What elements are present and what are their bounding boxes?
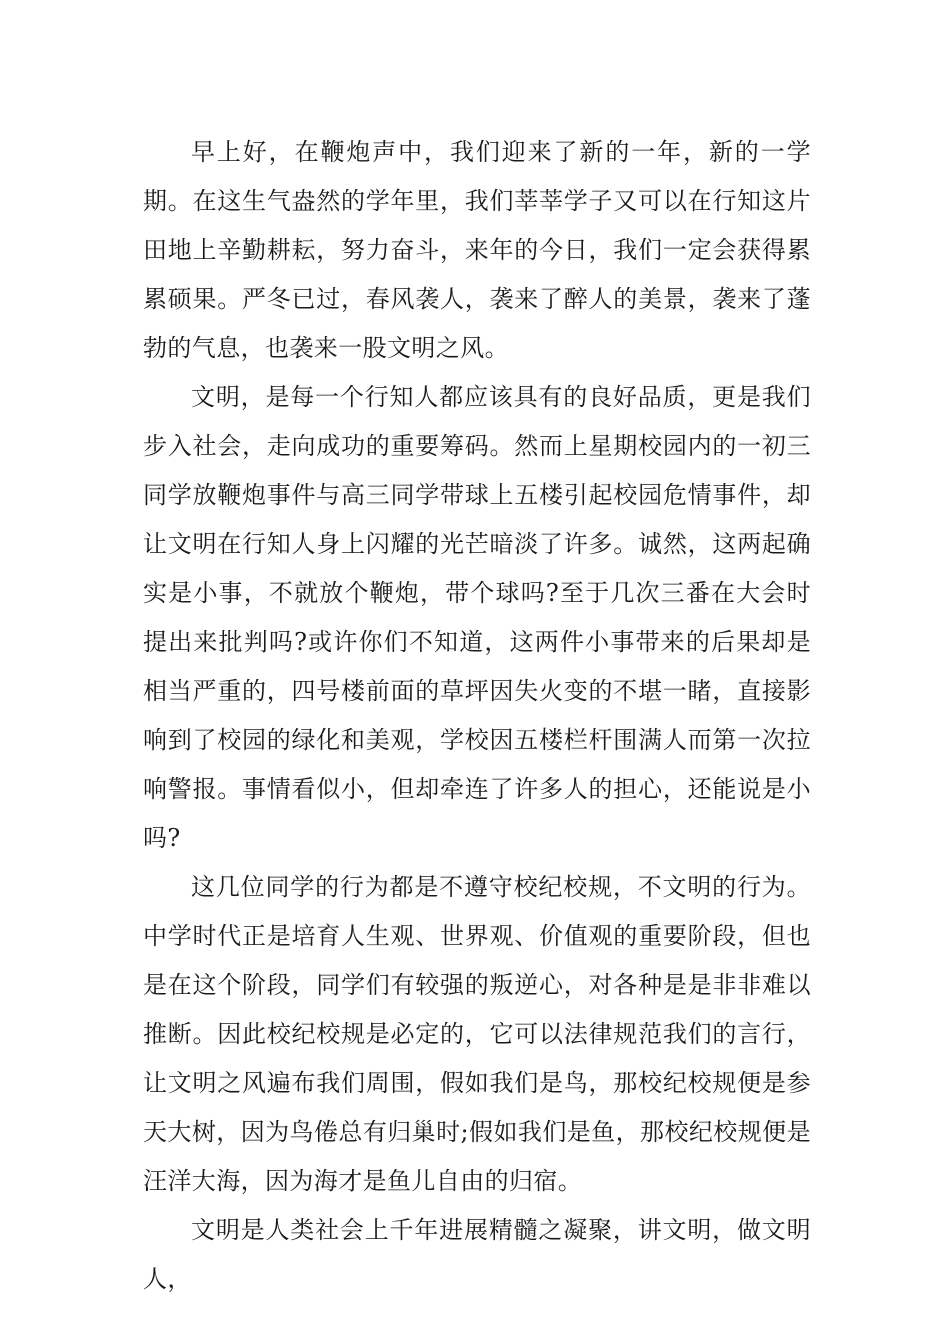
paragraph-civilization-essence: 文明是人类社会上千年进展精髓之凝聚，讲文明，做文明人，	[143, 1216, 811, 1293]
document-body	[143, 128, 811, 1304]
paragraph-civility-incidents: 文明，是每一个行知人都应该具有的良好品质，更是我们步入社会，走向成功的重要筹码。然而上星期校园内的一初三同学放鞭炮事件与高三同学带球上五楼引起校园危情事件，却让文明在行知人身上闪耀的光芒暗淡了许多。诚然，这两起确实是小事，不就放个鞭炮，带个球吗?至于几次三番在大会时提出来批判吗?或许你们不知道，这两件小事带来的后果却是相当严重的，四号楼前面的草坪因失火变的不堪一睹，直接影响到了校园的绿化和美观，学校因五楼栏杆围满人而第一次拉响警报。事情看似小，但却牵连了许多人的担心，还能说是小吗?	[143, 383, 811, 852]
paragraph-school-rules: 这几位同学的行为都是不遵守校纪校规，不文明的行为。中学时代正是培育人生观、世界观、价值观的重要阶段，但也是在这个阶段，同学们有较强的叛逆心，对各种是是非非难以推断。因此校纪校规是必定的，它可以法律规范我们的言行，让文明之风遍布我们周围，假如我们是鸟，那校纪校规便是参天大树，因为鸟倦总有归巢时;假如我们是鱼，那校纪校规便是汪洋大海，因为海才是鱼儿自由的归宿。	[143, 873, 811, 1195]
paragraph-greeting: 早上好，在鞭炮声中，我们迎来了新的一年，新的一学期。在这生气盎然的学年里，我们莘莘学子又可以在行知这片田地上辛勤耕耘，努力奋斗，来年的今日，我们一定会获得累累硕果。严冬已过，春风袭人，袭来了醉人的美景，袭来了蓬勃的气息，也袭来一股文明之风。	[143, 138, 811, 362]
